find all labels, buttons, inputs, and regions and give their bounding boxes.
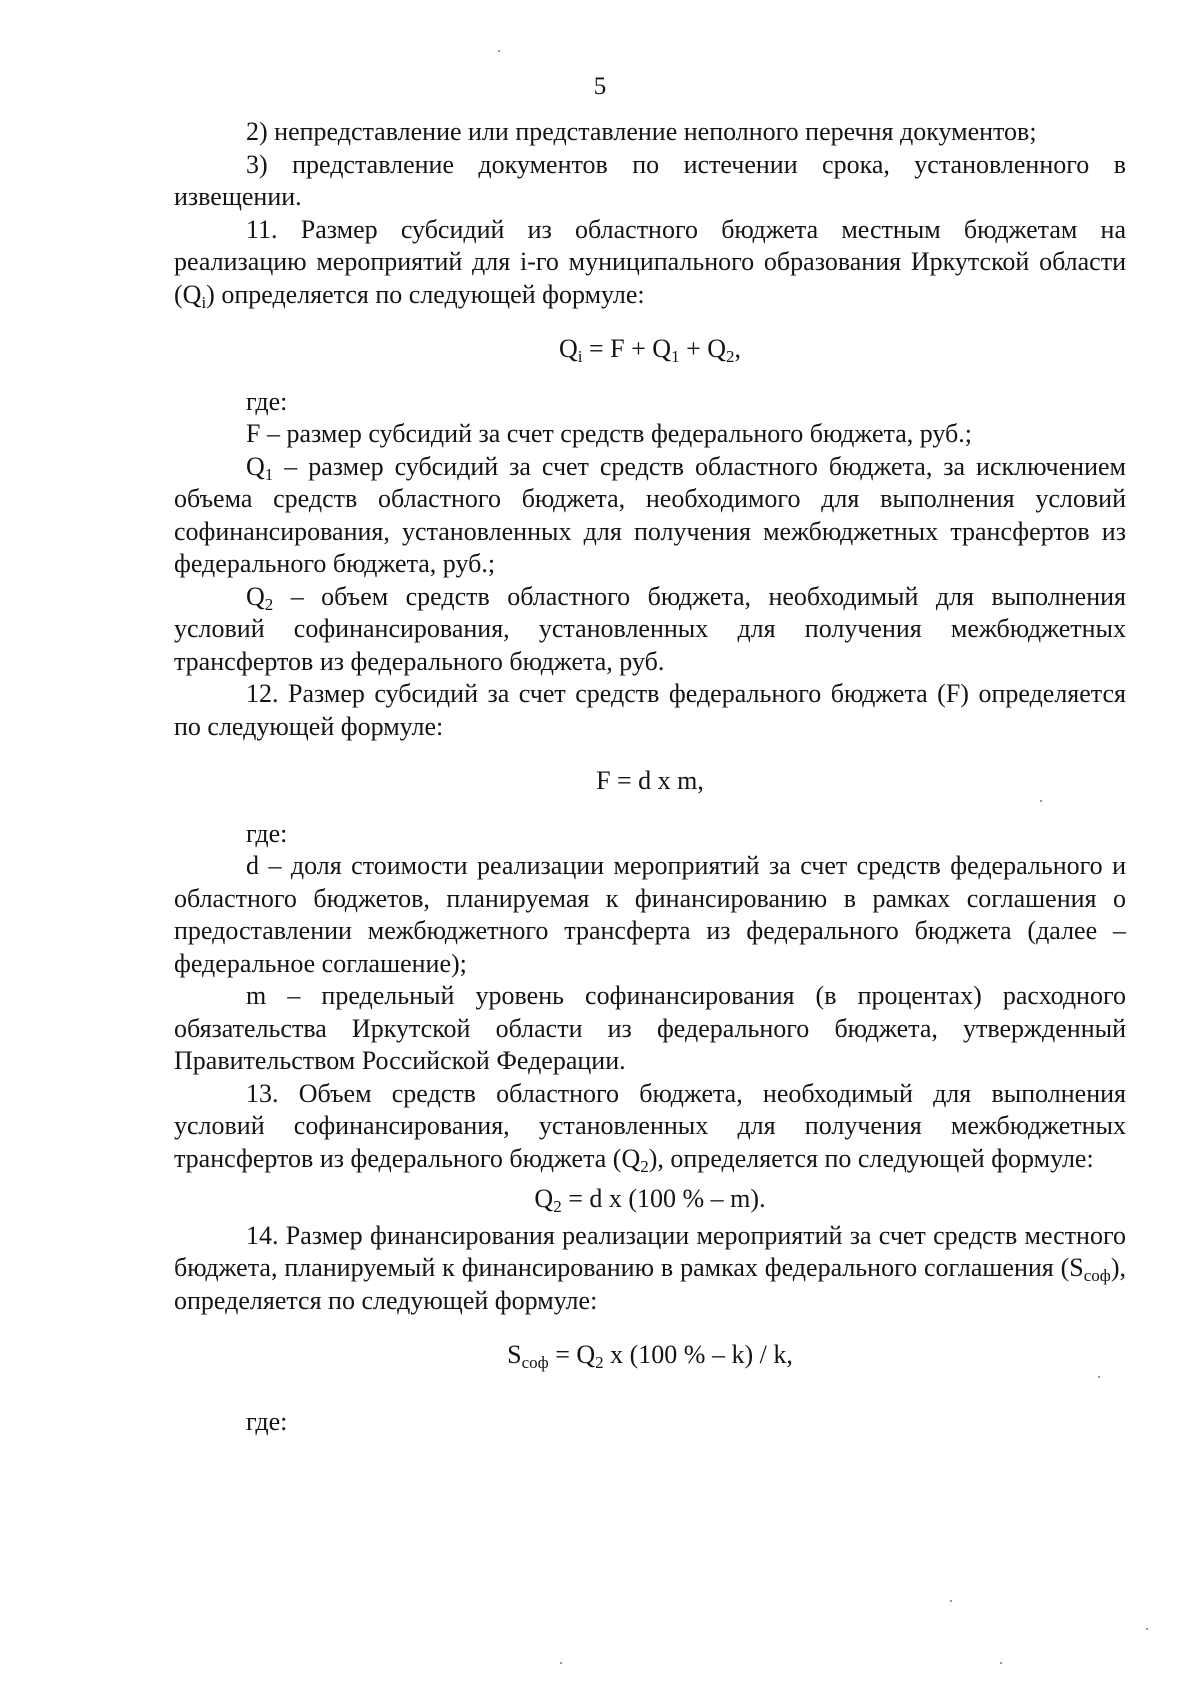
scan-speck bbox=[1040, 800, 1042, 802]
definition-d: d – доля стоимости реализации мероприятий за счет средств федерального и областного бюджетов, планируемая к финансированию в рамках соглашения о предоставлении межбюджетного трансферта из федерального бюджета (далее – федеральное соглашение); bbox=[174, 851, 1126, 978]
page-body bbox=[174, 116, 1126, 1438]
scan-speck bbox=[1146, 1628, 1148, 1630]
definition-m: m – предельный уровень софинансирования (в процентах) расходного обязательства Иркутской области из федерального бюджета, утвержденный Правительством Российской Федерации. bbox=[174, 981, 1126, 1075]
definition-q1: $Q_1$ – размер субсидий за счет средств областного бюджета, за исключением объема средств областного бюджета, необходимого для выполнения условий софинансирования, установленных для получения межбюджетных трансфертов из федерального бюджета, руб.; bbox=[174, 451, 1126, 578]
where-label-1: где: bbox=[246, 386, 288, 416]
formula-qi: $Q_i = F + Q_1 + Q_2$, bbox=[558, 334, 742, 366]
definition-q2: $Q_2$ – объем средств областного бюджета, необходимый для выполнения условий софинансирования, установленных для получения межбюджетных трансфертов из федерального бюджета, руб. bbox=[174, 581, 1126, 676]
formula-q2: $Q_2 = d$ x (100 % – m). bbox=[534, 1184, 766, 1216]
formula-scof: $S_{соф} = Q_2$ x (100 % – k) / k, bbox=[507, 1340, 793, 1372]
page-number: 5 bbox=[593, 73, 607, 100]
paragraph-13: 13. Объем средств областного бюджета, необходимый для выполнения условий софинансирования, установленных для получения межбюджетных трансфертов из федерального бюджета $(Q_2)$, определяется по следующей формуле: bbox=[174, 1078, 1126, 1176]
scan-speck bbox=[560, 1662, 562, 1664]
scan-speck bbox=[950, 1600, 952, 1602]
list-item-2: 2) непредставление или представление неполного перечня документов; bbox=[246, 117, 1037, 146]
formula-f: F = d x m, bbox=[596, 766, 704, 795]
scan-speck bbox=[1000, 1662, 1002, 1664]
list-item-3: 3) представление документов по истечении срока, установленного в извещении. bbox=[174, 149, 1126, 211]
paragraph-12: 12. Размер субсидий за счет средств федерального бюджета (F) определяется по следующей формуле: bbox=[174, 679, 1126, 741]
paragraph-11: 11. Размер субсидий из областного бюджета местным бюджетам на реализацию мероприятий для i-го муниципального образования Иркутской области $(Q_i)$ определяется по следующей формуле: bbox=[174, 214, 1126, 312]
definition-f: F – размер субсидий за счет средств федерального бюджета, руб.; bbox=[246, 419, 972, 448]
where-label-3: где: bbox=[246, 1406, 288, 1436]
scan-speck bbox=[498, 50, 500, 52]
paragraph-14: 14. Размер финансирования реализации мероприятий за счет средств местного бюджета, планируемый к финансированию в рамках федерального соглашения $(S_{соф})$, определяется по следующей формуле: bbox=[174, 1220, 1126, 1315]
scan-speck bbox=[1098, 1376, 1100, 1378]
where-label-2: где: bbox=[246, 818, 288, 848]
